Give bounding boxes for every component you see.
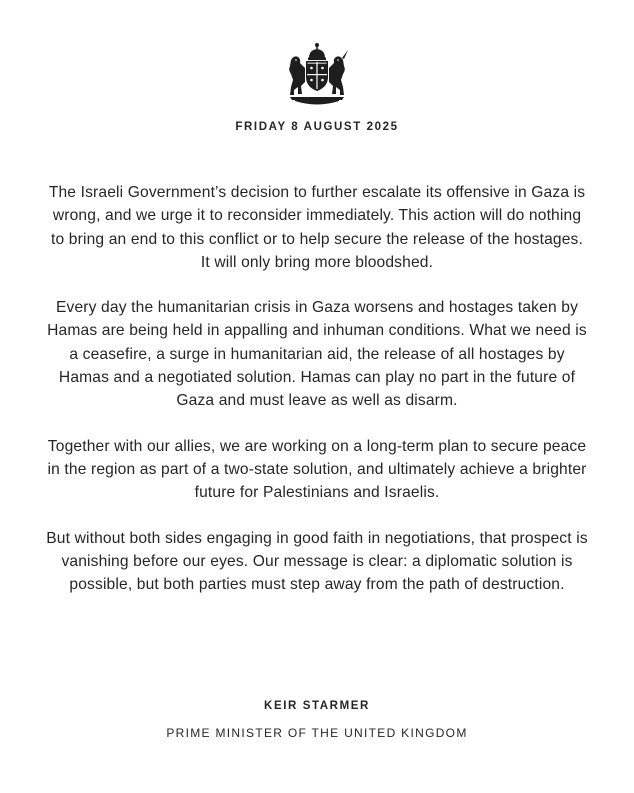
statement-paragraph: Together with our allies, we are working on a long-term plan to secure peace in the region as part of a two-state solution, and ultimately achieve a brighter future for Palestinians and Israelis. <box>47 437 587 502</box>
statement-paragraph: But without both sides engaging in good faith in negotiations, that prospect is vanishing before our eyes. Our message is clear: a diplomatic solution is possible, but both parties must step away from the path of destruction. <box>46 529 588 594</box>
signer-name: KEIR STARMER <box>264 700 370 712</box>
statement-date: FRIDAY 8 AUGUST 2025 <box>235 121 399 133</box>
statement-paragraph: Every day the humanitarian crisis in Gaza worsens and hostages taken by Hamas are being held in appalling and inhuman conditions. What we need is a ceasefire, a surge in humanitarian aid, the release of all hostages by Hamas and a negotiated solution. Hamas can play no part in the future of Gaza and must leave as well as disarm. <box>47 299 587 410</box>
statement-body <box>46 181 588 618</box>
royal-coat-of-arms-icon <box>282 42 352 108</box>
statement-paragraph: The Israeli Government’s decision to further escalate its offensive in Gaza is wrong, and we urge it to reconsider immediately. This action will do nothing to bring an end to this conflict or to help secure the release of the hostages. It will only bring more bloodshed. <box>48 184 586 271</box>
signer-title: PRIME MINISTER OF THE UNITED KINGDOM <box>166 726 468 740</box>
